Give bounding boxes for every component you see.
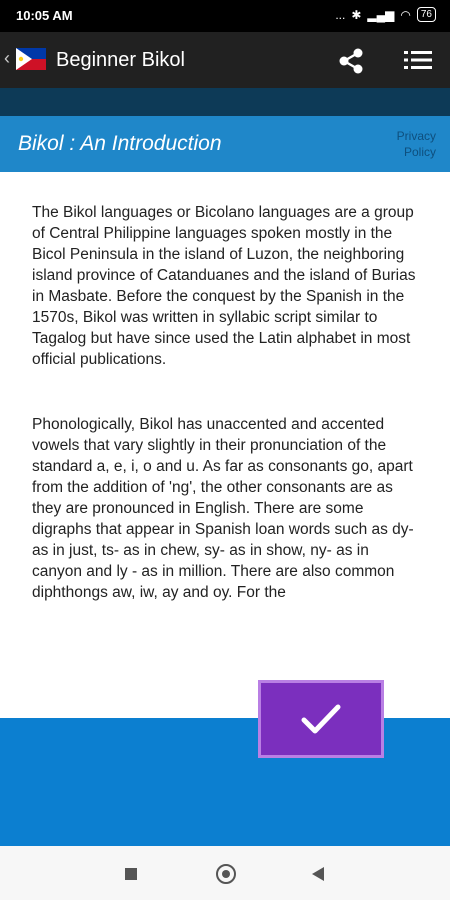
- privacy-policy-link[interactable]: Privacy Policy: [396, 129, 436, 159]
- intro-text: [32, 202, 420, 654]
- signal-icon: ▂▄▆: [367, 7, 395, 22]
- recent-apps-icon[interactable]: [125, 868, 137, 880]
- share-icon[interactable]: [336, 46, 366, 76]
- philippines-flag-icon[interactable]: [16, 48, 46, 70]
- paragraph: Phonologically, Bikol has unaccented and accented vowels that vary slightly in their pronunciation of the standard a, e, i, o and u. As far as consonants go, apart from the addition of 'ng', the other consonants are as they are pronounced in English. There are some digraphs that appear in Spanish loan words such as dy- as in just, ts- as in chew, sy- as in show, ny- as in canyon and ly - as in million. There are also common diphthongs aw, iw, ay and oy. For the: [32, 416, 414, 601]
- wifi-icon: ◠: [400, 7, 411, 22]
- status-bar: [0, 0, 450, 32]
- paragraph: The Bikol languages or Bicolano languages are a group of Central Philippine languages spoken mostly in the Bicol Peninsula in the island of Luzon, the neighboring island province of Catanduanes and the island of Burias in Masbate. Before the conquest by the Spanish in the 1570s, Bikol was written in syllabic script similar to Tagalog but have since used the Latin alphabet in most official publications.: [32, 204, 416, 368]
- bluetooth-icon: ✱: [351, 7, 362, 22]
- header-strip: [0, 88, 450, 116]
- app-title: Beginner Bikol: [56, 49, 185, 71]
- battery-icon: 76: [417, 7, 436, 22]
- list-menu-icon[interactable]: [402, 48, 434, 72]
- app-toolbar: [0, 32, 450, 88]
- home-icon[interactable]: [216, 864, 236, 884]
- section-title: Bikol : An Introduction: [18, 132, 222, 155]
- notification-dots: ...: [335, 7, 346, 22]
- chevron-left-icon[interactable]: ‹: [4, 48, 10, 68]
- system-nav-bar: [0, 846, 450, 900]
- status-icons: [335, 7, 436, 22]
- back-icon[interactable]: [312, 867, 324, 881]
- checkmark-icon: [299, 701, 343, 737]
- complete-check-button[interactable]: [258, 680, 384, 758]
- section-header: [0, 116, 450, 172]
- status-time: 10:05 AM: [16, 8, 73, 23]
